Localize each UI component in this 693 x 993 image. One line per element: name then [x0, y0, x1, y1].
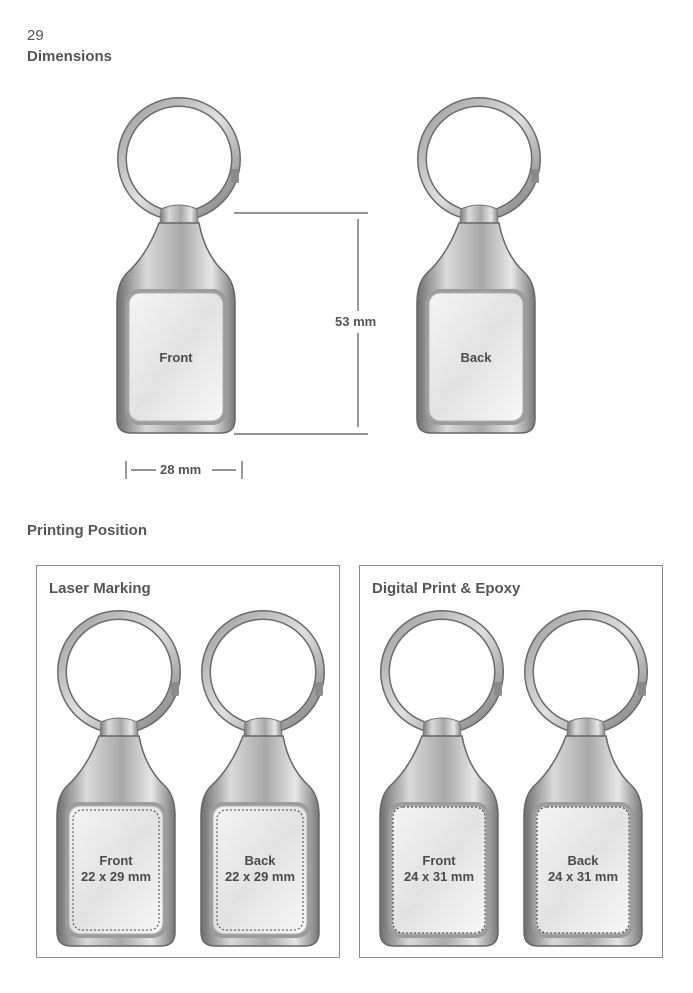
page-title: Dimensions [27, 48, 113, 65]
digital-front-label: Front 24 x 31 mm [376, 853, 502, 885]
width-label: 28 mm [160, 462, 202, 477]
page-number: 29 [27, 27, 44, 44]
printing-position-title: Printing Position [27, 522, 147, 539]
digital-back-size: 24 x 31 mm [547, 869, 619, 884]
digital-print-panel [359, 565, 663, 958]
laser-back-keychain [197, 610, 337, 950]
digital-front-keychain [376, 610, 516, 950]
laser-back-label: Back 22 x 29 mm [197, 853, 323, 885]
back-label: Back [460, 350, 492, 365]
digital-back-label: Back 24 x 31 mm [520, 853, 646, 885]
laser-marking-title: Laser Marking [49, 580, 151, 597]
laser-front-size: 22 x 29 mm [80, 869, 152, 884]
laser-marking-panel [36, 565, 340, 958]
laser-back-size: 22 x 29 mm [224, 869, 296, 884]
laser-front-label: Front 22 x 29 mm [53, 853, 179, 885]
laser-front-keychain [53, 610, 193, 950]
digital-back-keychain [520, 610, 660, 950]
digital-print-title: Digital Print & Epoxy [372, 580, 521, 597]
digital-front-size: 24 x 31 mm [403, 869, 475, 884]
front-label: Front [159, 350, 193, 365]
height-label: 53 mm [335, 314, 377, 329]
keychain-back-image [413, 97, 553, 437]
